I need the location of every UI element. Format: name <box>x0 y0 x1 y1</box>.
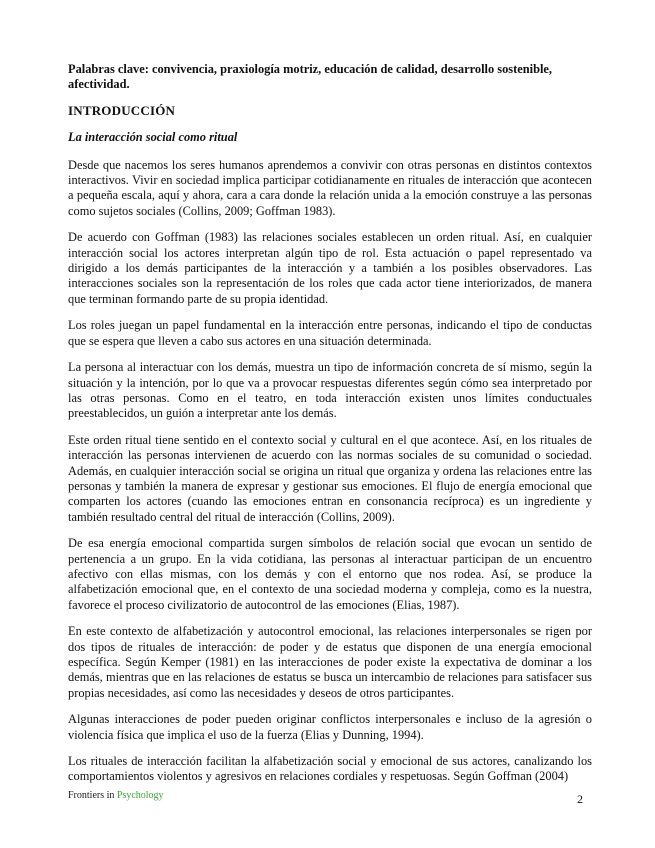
section-title: INTRODUCCIÓN <box>68 102 176 118</box>
page-number: 2 <box>577 792 583 806</box>
keywords: Palabras clave: convivencia, praxiología motriz, educación de calidad, desarrollo sostenible, afectividad. <box>68 62 553 92</box>
paragraph: De esa energía emocional compartida surgen símbolos de relación social que evocan un sentido de pertenencia a un grupo. En la vida cotidiana, las personas al interactuar participan de un encuentro afectivo con ellas mismas, con los demás y con el entorno que nos rodea. Así, se produce la alfabetización emocional que, en el contexto de una sociedad moderna y compleja, como es la nuestra, favorece el proceso civilizatorio de autocontrol de las emociones (Elias, 1987). <box>68 536 592 612</box>
paragraph: Los roles juegan un papel fundamental en la interacción entre personas, indicando el tipo de conductas que se espera que lleven a cabo sus actores en una situación determinada. <box>68 318 592 348</box>
paragraph: Este orden ritual tiene sentido en el contexto social y cultural en el que acontece. Así, en los rituales de interacción las personas intervienen de acuerdo con las normas sociales de su comunidad o sociedad. Además, en cualquier interacción social se origina un ritual que organiza y ordena las relaciones entre las personas y también la manera de expresar y gestionar sus emociones. El flujo de energía emocional que comparten los actores (cuando las emociones entran en consonancia recíproca) es un ingrediente y también resultado central del ritual de interacción (Collins, 2009). <box>68 432 592 524</box>
subsection-title: La interacción social como ritual <box>68 130 238 145</box>
journal-footer <box>68 790 164 801</box>
paragraph: Los rituales de interacción facilitan la alfabetización social y emocional de sus actores, canalizando los comportamientos violentos y agresivos en relaciones cordiales y respetuosas. Según Goffman (2004) <box>68 754 592 784</box>
journal-name: Psychology <box>116 790 164 801</box>
page-content <box>68 62 592 796</box>
journal-prefix: Frontiers in <box>68 790 117 801</box>
paragraph: Algunas interacciones de poder pueden originar conflictos interpersonales e incluso de la agresión o violencia física que implica el uso de la fuerza (Elias y Dunning, 1994). <box>68 712 592 742</box>
paragraph: Desde que nacemos los seres humanos aprendemos a convivir con otras personas en distintos contextos interactivos. Vivir en sociedad implica participar cotidianamente en rituales de interacción que acontecen a pequeña escala, aquí y ahora, cara a cara donde la relación unida a la emoción construye a las personas como sujetos sociales (Collins, 2009; Goffman 1983). <box>68 157 592 218</box>
paragraph: De acuerdo con Goffman (1983) las relaciones sociales establecen un orden ritual. Así, en cualquier interacción social los actores interpretan algún tipo de rol. Esta actuación o papel representado va dirigido a los demás participantes de la interacción y a también a los posibles observadores. Las interacciones sociales son la representación de los roles que cada actor tiene interiorizados, de manera que terminan formando parte de su propia identidad. <box>68 230 592 306</box>
paragraph: La persona al interactuar con los demás, muestra un tipo de información concreta de sí mismo, según la situación y la intención, por lo que va a provocar respuestas diferentes según cómo sea interpretado por las otras personas. Como en el teatro, en toda interacción existen unos límites conductuales preestablecidos, un guión a interpretar ante los demás. <box>68 360 592 421</box>
paragraph: En este contexto de alfabetización y autocontrol emocional, las relaciones interpersonales se rigen por dos tipos de rituales de interacción: de poder y de estatus que disponen de una energía emocional específica. Según Kemper (1981) en las interacciones de poder existe la expectativa de dominar a los demás, mientras que en las relaciones de estatus se busca un intercambio de relaciones para satisfacer sus propias necesidades, así como las necesidades y deseos de otros participantes. <box>68 624 592 700</box>
